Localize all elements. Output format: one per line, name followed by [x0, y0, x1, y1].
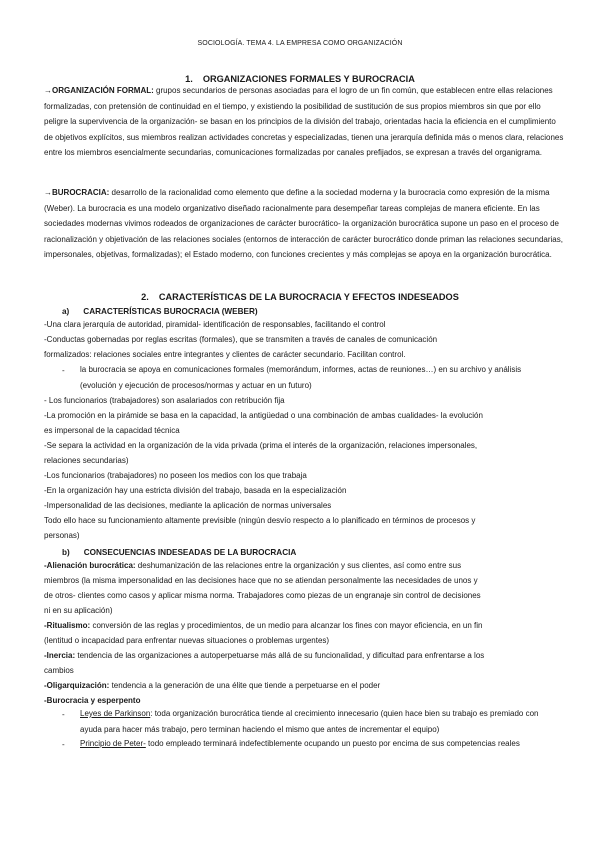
list-item: -Se separa la actividad en la organización de la vida privada (prima el interés de la organización, relaciones impersonales,: [44, 441, 478, 450]
consequence-alienacion: [44, 558, 569, 574]
dash-bullet: -: [62, 366, 65, 375]
consequence-inercia: [44, 648, 569, 664]
section-1-number: 1.: [185, 74, 193, 84]
dash-bullet: -: [62, 710, 65, 719]
law-parkinson-text: : toda organización burocrática tiende al crecimiento innecesario (quien hace bien su trabajo es premiado con ayuda para hacer más trabajo, pero terminan haciendo el mismo que antes de incrementar el equipo): [80, 709, 539, 734]
term-organizacion-formal: →ORGANIZACIÓN FORMAL:: [44, 86, 154, 95]
indented-item: la burocracia se apoya en comunicaciones formales (memorándum, informes, actas de reuniones…) en su archivo y análisis (evolución y ejecución de procesos/normas y actuar en un futuro): [80, 365, 522, 390]
term-principio-peter: Principio de Peter-: [80, 739, 146, 748]
term-ritualismo: -Ritualismo:: [44, 621, 91, 630]
subsection-b-heading: [62, 548, 296, 557]
subsection-b-letter: b): [62, 548, 70, 557]
subsection-a-heading: [62, 307, 258, 316]
consequence-text: tendencia de las organizaciones a autoperpetuarse más allá de su funcionalidad, y dificultad para enfrentarse a los: [75, 651, 485, 660]
dash-bullet: -: [62, 740, 65, 749]
term-leyes-parkinson: Leyes de Parkinson: [80, 709, 151, 718]
list-item: -Conductas gobernadas por reglas escritas (formales), que se transmiten a través de canales de comunicación: [44, 335, 438, 344]
term-burocracia: →BUROCRACIA:: [44, 188, 110, 197]
section-2-title: CARACTERÍSTICAS DE LA BUROCRACIA Y EFECTOS INDESEADOS: [158, 292, 459, 302]
subsection-b-title: CONSECUENCIAS INDESEADAS DE LA BUROCRACIA: [83, 548, 297, 557]
consequence-ritualismo: [44, 618, 569, 634]
consequence-text: conversión de las reglas y procedimientos, de un medio para alcanzar los fines con mayor eficiencia, en un fin: [90, 621, 483, 630]
list-item: Todo ello hace su funcionamiento altamente previsible (ningún desvío respecto a lo planificado en términos de procesos y: [44, 516, 476, 525]
consequence-oligarquizacion: [44, 678, 569, 694]
list-item: personas): [44, 531, 80, 540]
consequence-text-line: miembros (la misma impersonalidad en las decisiones hace que no se atiendan personalmente las necesidades de unos y: [44, 576, 478, 585]
paragraph-organizacion-formal: [44, 83, 564, 161]
consequence-text-line: de otros- clientes como casos y aplicar misma norma. Trabajadores como piezas de un engranaje sin control de decisiones: [44, 591, 481, 600]
consequence-text: tendencia a la generación de una élite que tiende a perpetuarse en el poder: [109, 681, 381, 690]
section-1-title: ORGANIZACIONES FORMALES Y BUROCRACIA: [202, 74, 415, 84]
definition-burocracia: desarrollo de la racionalidad como elemento que define a la sociedad moderna y la burocracia como expresión de la misma (Weber). La burocracia es una modelo organizativo diseñado racionalmente para desempeñar tareas complejas de manera eficiente. En las sociedades modernas vivimos rodeados de organizaciones de carácter burocrático- la organización burocrática supone un paso en el proceso de racionalización y objetivación de las relaciones sociales (entornos de interacción de carácter burocrático donde priman las relaciones secundarias, impersonales, objetivas, formalizadas); el Estado moderno, con funciones crecientes y más complejas se apoya en la organización burocrática.: [44, 188, 563, 259]
list-item: -En la organización hay una estricta división del trabajo, basada en la especialización: [44, 486, 347, 495]
list-item: -Los funcionarios (trabajadores) no poseen los medios con los que trabaja: [44, 471, 307, 480]
law-peter: [80, 736, 550, 752]
list-item: -Impersonalidad de las decisiones, mediante la aplicación de normas universales: [44, 501, 332, 510]
consequence-text-line: cambios: [44, 666, 74, 675]
paragraph-burocracia: [44, 185, 564, 263]
list-item: es impersonal de la capacidad técnica: [44, 426, 180, 435]
definition-organizacion-formal: grupos secundarios de personas asociadas para el logro de un fin común, que establecen entre ellas relaciones formalizadas, con pretensión de continuidad en el tiempo, y existiendo la posibilidad de sustitución de sus propios miembros sin que por ello peligre la supervivencia de la organización- se basan en los principios de la división del trabajo, orientadas hacia la eficiencia en el cumplimiento de objetivos explícitos, sus miembros realizan actividades concretas y especializadas, tienen una jerarquía definida más o menos clara, relaciones entre los miembros esencialmente secundarias, comunicaciones formalizadas por canales prefijados, se expresan a través del organigrama.: [44, 86, 564, 157]
document-header: SOCIOLOGÍA. TEMA 4. LA EMPRESA COMO ORGANIZACIÓN: [197, 40, 403, 47]
consequence-text-line: (lentitud o incapacidad para enfrentar nuevas situaciones o problemas urgentes): [44, 636, 330, 645]
list-item: -La promoción en la pirámide se basa en la capacidad, la antigüedad o una combinación de ambas cualidades- la evolución: [44, 411, 483, 420]
list-item: -Una clara jerarquía de autoridad, piramidal- identificación de responsables, facilitando el control: [44, 320, 386, 329]
section-2-number: 2.: [141, 292, 149, 302]
list-item: formalizados: relaciones sociales entre integrantes y clientes de carácter secundario. Facilitan control.: [44, 350, 406, 359]
term-oligarquizacion: -Oligarquización:: [44, 681, 110, 690]
list-item: - Los funcionarios (trabajadores) son asalariados con retribución fija: [44, 396, 285, 405]
consequence-text-line: ni en su aplicación): [44, 606, 113, 615]
section-2-heading: [0, 292, 600, 302]
term-inercia: -Inercia:: [44, 651, 76, 660]
subsection-a-letter: a): [62, 307, 70, 316]
term-burocracia-esperpento: -Burocracia y esperpento: [44, 696, 141, 705]
consequence-text: deshumanización de las relaciones entre la organización y sus clientes, así como entre sus: [135, 561, 462, 570]
law-peter-text: todo empleado terminará indefectiblemente ocupando un puesto por encima de sus competencias reales: [145, 739, 520, 748]
list-item: relaciones secundarias): [44, 456, 129, 465]
law-parkinson: [80, 706, 550, 737]
subsection-a-title: CARACTERÍSTICAS BUROCRACIA (WEBER): [83, 307, 258, 316]
term-alienacion: -Alienación burocrática:: [44, 561, 136, 570]
